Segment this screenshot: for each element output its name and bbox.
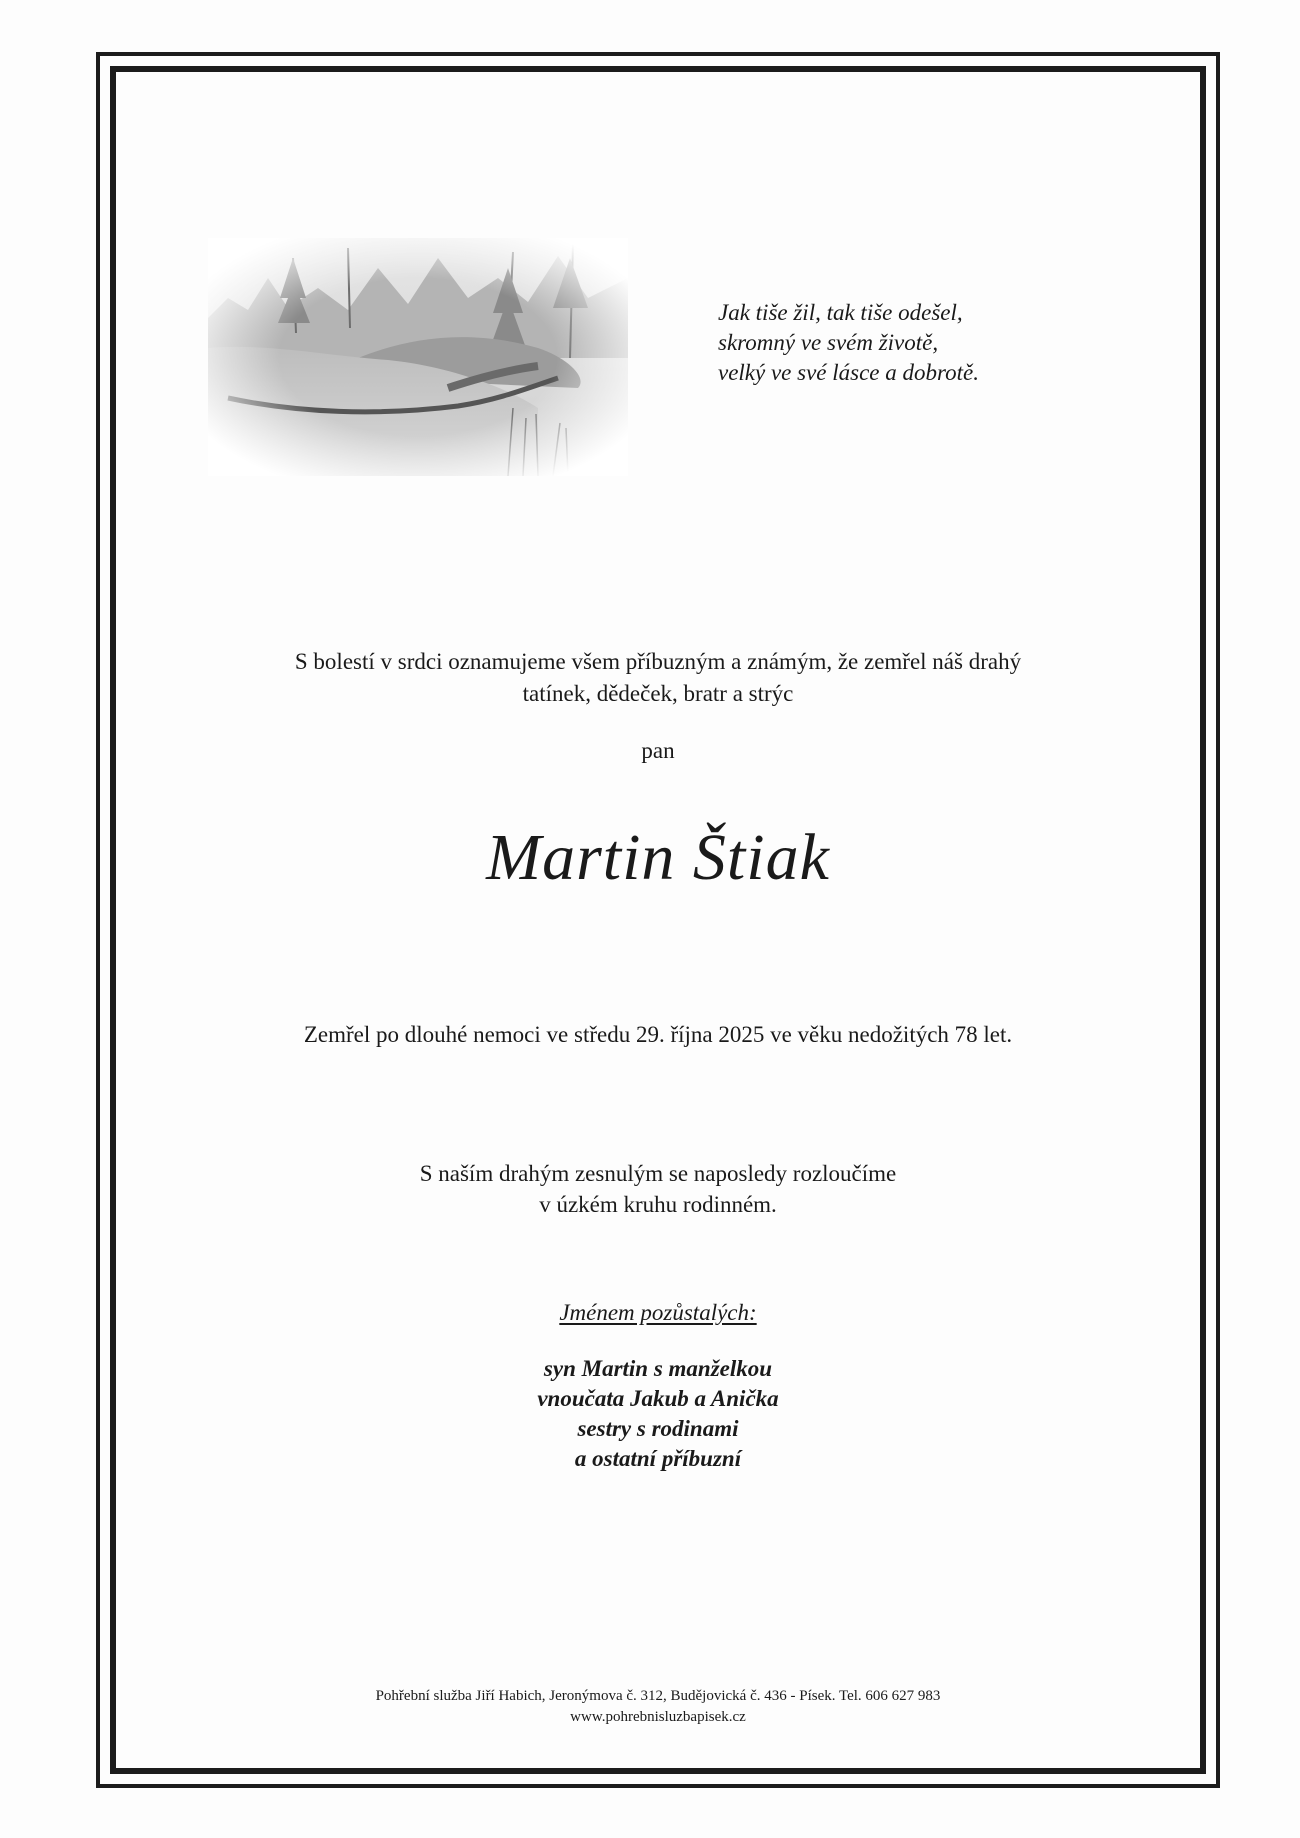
survivor-line: vnoučata Jakub a Anička	[537, 1386, 779, 1411]
motto-verse	[718, 298, 1138, 388]
death-notice: Zemřel po dlouhé nemoci ve středu 29. října 2025 ve věku nedožitých 78 let.	[303, 1022, 1013, 1047]
motto-line: skromný ve svém životě,	[718, 330, 939, 355]
farewell-line: v úzkém kruhu rodinném.	[539, 1192, 777, 1217]
funeral-service-footer	[110, 1686, 1206, 1728]
announcement-line: S bolestí v srdci oznamujeme všem příbuzným a známým, že zemřel náš drahý	[294, 649, 1022, 674]
motto-line: Jak tiše žil, tak tiše odešel,	[718, 300, 963, 325]
farewell-line: S naším drahým zesnulým se naposledy rozloučíme	[419, 1161, 897, 1186]
survivor-line: a ostatní příbuzní	[574, 1446, 742, 1471]
survivors-heading: Jménem pozůstalých:	[559, 1300, 757, 1325]
survivor-line: sestry s rodinami	[577, 1416, 739, 1441]
survivor-line: syn Martin s manželkou	[543, 1356, 773, 1381]
announcement	[110, 646, 1206, 710]
footer-company: Pohřební služba Jiří Habich, Jeronýmova č. 312, Budějovická č. 436 - Písek. Tel. 606 627 983	[375, 1688, 941, 1704]
farewell-notice	[110, 1158, 1206, 1220]
survivors-list	[110, 1354, 1206, 1474]
announcement-line: tatínek, dědeček, bratr a strýc	[522, 681, 794, 706]
footer-website: www.pohrebnisluzbapisek.cz	[570, 1709, 746, 1725]
forest-lake-illustration	[208, 238, 628, 476]
motto-line: velký ve své lásce a dobrotě.	[718, 360, 979, 385]
title-prefix: pan	[641, 738, 675, 763]
deceased-name: Martin Štiak	[486, 821, 830, 894]
